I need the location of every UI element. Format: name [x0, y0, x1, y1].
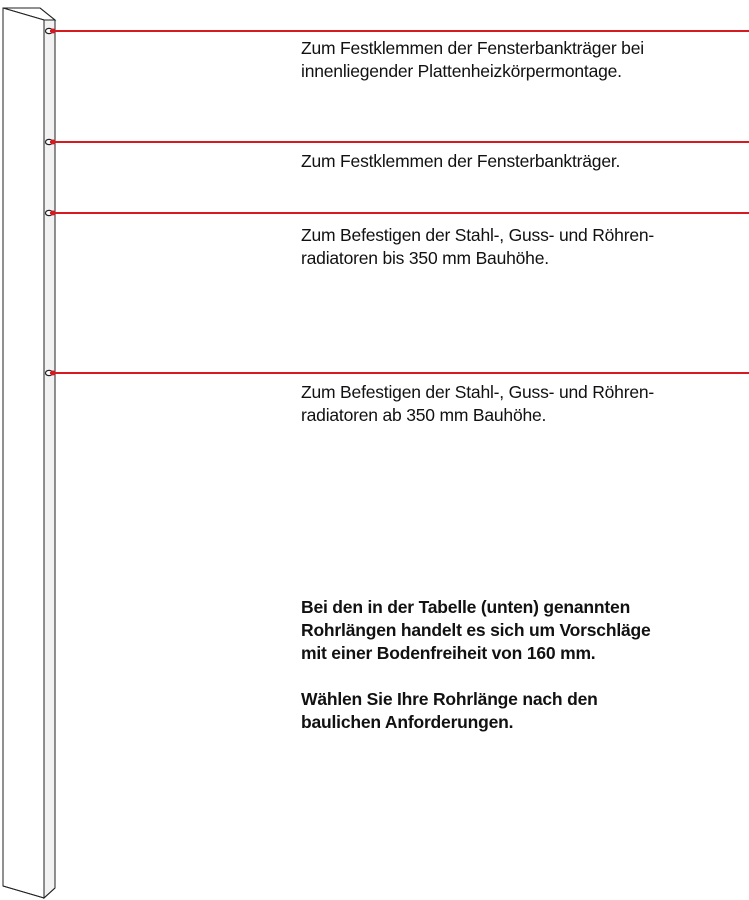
marker-dot-1: [51, 29, 56, 34]
callout-line: Zum Befestigen der Stahl-, Guss- und Röhren-: [301, 382, 655, 402]
note-line: Rohrlängen handelt es sich um Vorschläge: [301, 620, 651, 640]
callout-befestigen-bis-350: [301, 224, 747, 270]
callout-befestigen-ab-350: [301, 381, 747, 427]
callout-line: radiatoren ab 350 mm Bauhöhe.: [301, 405, 547, 425]
pipe-length-note: [301, 596, 747, 734]
note-line: baulichen Anforderungen.: [301, 712, 514, 732]
callout-festklemmen-innenliegend: [301, 37, 747, 83]
callout-line: Zum Festklemmen der Fensterbankträger.: [301, 151, 621, 171]
note-paragraph-2: [301, 688, 747, 734]
callout-line: radiatoren bis 350 mm Bauhöhe.: [301, 248, 549, 268]
callout-line: innenliegender Plattenheizkörpermontage.: [301, 61, 622, 81]
callout-festklemmen: [301, 150, 747, 173]
note-line: Wählen Sie Ihre Rohrlänge nach den: [301, 689, 598, 709]
marker-dot-2: [51, 140, 56, 145]
marker-dot-3: [51, 211, 56, 216]
callout-line: Zum Festklemmen der Fensterbankträger bei: [301, 38, 644, 58]
note-line: mit einer Bodenfreiheit von 160 mm.: [301, 643, 596, 663]
profile-front-face: [3, 8, 44, 898]
callout-line: Zum Befestigen der Stahl-, Guss- und Röhren-: [301, 225, 655, 245]
marker-dot-4: [51, 371, 56, 376]
note-paragraph-1: [301, 596, 747, 665]
profile-side-face: [44, 20, 55, 898]
note-line: Bei den in der Tabelle (unten) genannten: [301, 597, 631, 617]
